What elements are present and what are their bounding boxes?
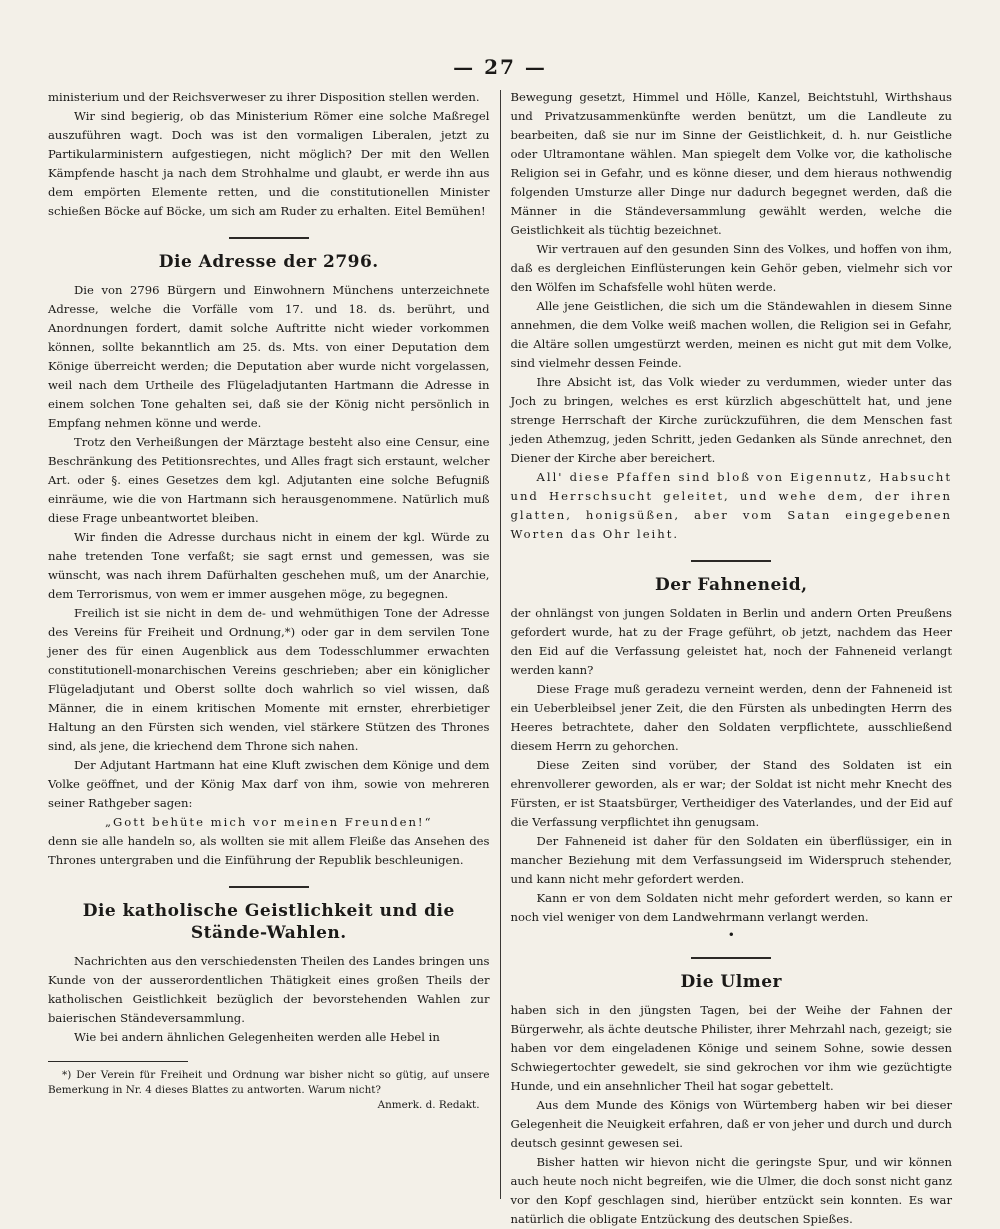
paragraph: All' diese Pfaffen sind bloß von Eigennutz, Habsucht und Herrschsucht geleitet, und wehe dem, der ihren glatten, honigsüßen, aber vom Satan eingegebenen Worten das Ohr leiht. [510,470,952,541]
footnote-rule [48,1061,188,1062]
article-title-geistlichkeit: Die katholische Geistlichkeit und die Stände-Wahlen. [82,901,455,943]
article-title-adresse: Die Adresse der 2796. [158,252,379,272]
paragraph: ministerium und der Reichsverweser zu ihrer Disposition stellen werden. [48,90,480,104]
section-divider [229,886,309,888]
section-divider [691,560,771,562]
paragraph: Bisher hatten wir hievon nicht die geringste Spur, und wir können auch heute noch nicht begreifen, wie die Ulmer, die doch sonst nicht ganz vor den Kopf geschlagen sind, hierüber entzückt sein konnten. Es war natürlich die obligate Entzückung des deutschen Spießes. [510,1155,952,1226]
right-column [501,88,953,1226]
paragraph: Trotz den Verheißungen der Märztage besteht also eine Censur, eine Beschränkung des Petitionsrechtes, und Alles fragt sich erstaunt, welcher Art. oder §. eines Gesetzes dem kgl. Adjutanten eine solche Befugniß einräume, wie die von Hartmann sich herausgenommene. Natürlich muß diese Frage unbeantwortet bleiben. [48,435,490,525]
footnote-signature: Anmerk. d. Redakt. [377,1099,480,1111]
paragraph: der ohnlängst von jungen Soldaten in Berlin und andern Orten Preußens gefordert wurde, hat zu der Frage geführt, ob jetzt, nachdem das Heer den Eid auf die Verfassung geleistet hat, noch der Fahneneid verlangt werden kann? [510,606,952,677]
paragraph: Nachrichten aus den verschiedensten Theilen des Landes bringen uns Kunde von der ausserordentlichen Thätigkeit eines großen Theils der katholischen Geistlichkeit bezüglich der bevorstehenden Wahlen zur baierischen Ständeversammlung. [48,954,490,1025]
left-column [48,88,500,1199]
article-title-fahneneid: Der Fahneneid, [654,575,808,595]
section-divider [229,237,309,239]
paragraph: Kann er von dem Soldaten nicht mehr gefordert werden, so kann er noch viel weniger von dem Landwehrmann verlangt werden. [510,891,952,924]
paragraph: Alle jene Geistlichen, die sich um die Ständewahlen in diesem Sinne annehmen, die dem Volke weiß machen wollen, die Religion sei in Gefahr, die Altäre sollen umgestürzt werden, meinen es nicht gut mit dem Volke, sind vielmehr dessen Feinde. [510,299,952,370]
paragraph: Diese Zeiten sind vorüber, der Stand des Soldaten ist ein ehrenvollerer geworden, als er war; der Soldat ist nicht mehr Knecht des Fürsten, er ist Staatsbürger, Vertheidiger des Vaterlandes, und der Eid auf die Verfassung verpflichtet ihn genugsam. [510,758,952,829]
paragraph: Der Fahneneid ist daher für den Soldaten ein überflüssiger, ein in mancher Beziehung mit dem Verfassungseid im Widerspruch stehender, und kann nicht mehr gefordert werden. [510,834,952,886]
ornament-dot: • [727,928,735,942]
paragraph: denn sie alle handeln so, als wollten sie mit allem Fleiße das Ansehen des Thrones untergraben und die Einführung der Republik beschleunigen. [48,834,490,867]
page-number: — 27 — [453,55,547,79]
quote: „Gott behüte mich vor meinen Freunden!“ [104,815,433,829]
columns [48,88,952,1226]
paragraph: haben sich in den jüngsten Tagen, bei der Weihe der Fahnen der Bürgerwehr, als ächte deutsche Philister, ihrer Mehrzahl nach, gezeigt; sie haben vor dem eingeladenen Könige und seinem Sohne, sowie dessen Schwiegertochter gewedelt, sie sind gekrochen vor ihm wie gezüchtigte Hunde, und ein ansehnlicher Theil hat sogar gebettelt. [510,1003,952,1093]
footnote: *) Der Verein für Freiheit und Ordnung war bisher nicht so gütig, auf unsere Bemerkung in Nr. 4 dieses Blattes zu antworten. Warum nicht? [48,1069,490,1096]
paragraph: Freilich ist sie nicht in dem de- und wehmüthigen Tone der Adresse des Vereins für Freiheit und Ordnung,*) oder gar in dem servilen Tone jener des für einen Augenblick aus dem Todesschlummer erwachten constitutionell-monarchischen Vereins geschrieben; aber ein königlicher Flügeladjutant und Oberst sollte doch wahrlich so viel wissen, daß Männer, die in einem kritischen Momente mit ernster, ehrerbietiger Haltung an den Fürsten sich wenden, viel stärkere Stützen des Thrones sind, als jene, die kriechend dem Throne sich nahen. [48,606,490,753]
section-divider [691,957,771,959]
paragraph: Wie bei andern ähnlichen Gelegenheiten werden alle Hebel in [74,1030,440,1044]
paragraph: Aus dem Munde des Königs von Würtemberg haben wir bei dieser Gelegenheit die Neuigkeit erfahren, daß er von jeher und durch und durch deutsch gesinnt gewesen sei. [510,1098,952,1150]
paragraph: Bewegung gesetzt, Himmel und Hölle, Kanzel, Beichtstuhl, Wirthshaus und Privatzusammenkünfte werden benützt, um die Landleute zu bearbeiten, daß sie nur im Sinne der Geistlichkeit, d. h. nur Geistliche oder Ultramontane wählen. Man spiegelt dem Volke vor, die katholische Religion sei in Gefahr, und es könne dieser, und dem hieraus nothwendig folgenden Umsturze aller Dinge nur dadurch begegnet werden, daß die Männer in die Ständeversammlung gewählt werden, welche die Geistlichkeit als tüchtig bezeichnet. [510,90,952,237]
paragraph: Wir vertrauen auf den gesunden Sinn des Volkes, und hoffen von ihm, daß es dergleichen Einflüsterungen kein Gehör geben, vielmehr sich vor den Wölfen im Schafsfelle wohl hüten werde. [510,242,952,294]
paragraph: Der Adjutant Hartmann hat eine Kluft zwischen dem Könige und dem Volke geöffnet, und der König Max darf von ihm, sowie von mehreren seiner Rathgeber sagen: [48,758,490,810]
paragraph: Wir sind begierig, ob das Ministerium Römer eine solche Maßregel auszuführen wagt. Doch was ist den vormaligen Liberalen, jetzt zu Partikularministern aufgestiegen, nicht möglich? Der mit den Wellen Kämpfende hascht ja nach dem Strohhalme und glaubt, er werde ihn aus dem empörten Elemente retten, und die constitutionellen Minister schießen Böcke auf Böcke, um sich am Ruder zu erhalten. Eitel Bemühen! [48,109,490,218]
paragraph: Die von 2796 Bürgern und Einwohnern Münchens unterzeichnete Adresse, welche die Vorfälle vom 17. und 18. ds. berührt, und Anordnungen fordert, damit solche Auftritte nicht wieder vorkommen können, sollte bekanntlich am 25. ds. Mts. von einer Deputation dem Könige überreicht werden; die Deputation aber wurde nicht vorgelassen, weil nach dem Urtheile des Flügeladjutanten Hartmann die Adresse in einem solchen Tone gehalten sei, daß sie der König nicht persönlich in Empfang nehmen könne und werde. [48,283,490,430]
article-title-ulmer: Die Ulmer [680,972,782,992]
paragraph: Diese Frage muß geradezu verneint werden, denn der Fahneneid ist ein Ueberbleibsel jener Zeit, die den Fürsten als unbedingten Herrn des Heeres betrachtete, daher den Soldaten verpflichtete, ausschließend diesem Herrn zu gehorchen. [510,682,952,753]
paragraph: Ihre Absicht ist, das Volk wieder zu verdummen, wieder unter das Joch zu bringen, welches es erst kürzlich abgeschüttelt hat, und jene strenge Herrschaft der Kirche zurückzuführen, die dem Menschen fast jeden Athemzug, jeden Schritt, jeden Gedanken als Sünde anrechnet, den Diener der Kirche aber bereichert. [510,375,952,465]
paragraph: Wir finden die Adresse durchaus nicht in einem der kgl. Würde zu nahe tretenden Tone verfaßt; sie sagt ernst und gemessen, was sie wünscht, was nach ihrem Dafürhalten geschehen muß, um der Anarchie, dem Terrorismus, von wem er immer ausgehen möge, zu begegnen. [48,530,490,601]
